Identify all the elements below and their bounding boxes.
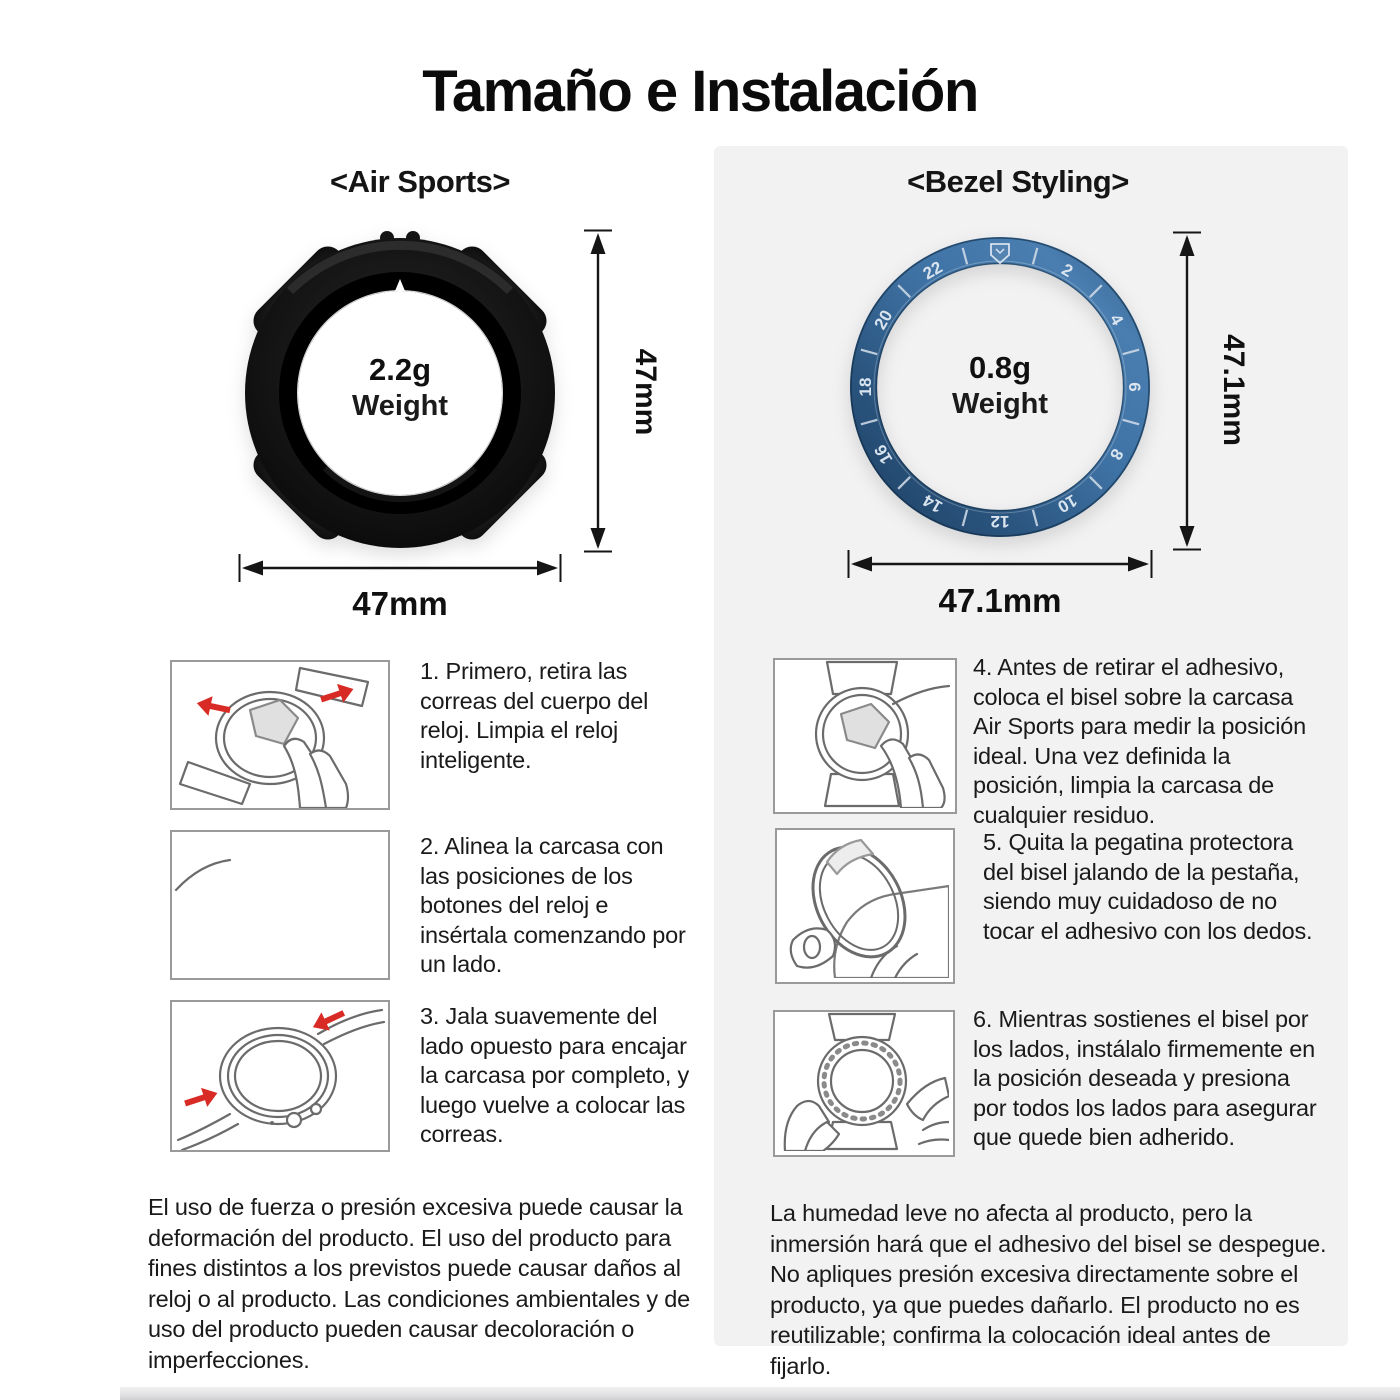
svg-text:10: 10 [1054, 490, 1081, 517]
next-section-edge [120, 1387, 1400, 1400]
air-sports-width-label: 47mm [352, 585, 448, 622]
svg-text:14: 14 [919, 490, 946, 517]
svg-text:22: 22 [919, 257, 946, 284]
air-sports-width-dimension-arrow [237, 550, 563, 586]
bezel-width-label: 47.1mm [938, 582, 1062, 619]
bezel-height-label: 47.1mm [1217, 334, 1250, 446]
bezel-width-dimension-arrow [846, 546, 1154, 582]
air-sports-height-dimension-arrow [578, 228, 618, 554]
bezel-tick-marks [861, 248, 1139, 526]
air-sports-weight-label: Weight [351, 390, 449, 422]
step-6-text: 6. Mientras sostienes el bisel por los lados, instálalo firmemente en la posición deseada y presiona por todos los lados para asegurar que quede bien adherido. [973, 1006, 1317, 1151]
page-title: Tamaño e Instalación [422, 59, 978, 124]
step-1-illustration [170, 660, 390, 810]
svg-text:12: 12 [990, 512, 1010, 531]
svg-text:6: 6 [1125, 382, 1144, 392]
air-sports-heading: <Air Sports> [329, 164, 511, 199]
step-2-illustration [170, 830, 390, 980]
svg-text:8: 8 [1105, 445, 1128, 464]
step-6-illustration [773, 1010, 955, 1157]
bezel-ring-illustration [846, 233, 1154, 541]
air-sports-height-label: 47mm [629, 348, 662, 436]
svg-text:4: 4 [1105, 310, 1128, 329]
red-arrow-icon [309, 1004, 348, 1036]
step-5-text: 5. Quita la pegatina protectora del bisel jalando de la pestaña, siendo muy cuidadoso de no tocar el adhesivo con los dedos. [983, 829, 1313, 944]
step-2-text: 2. Alinea la carcasa con las posiciones de los botones del reloj e insértala comenzando por un lado. [420, 833, 686, 978]
red-arrow-icon [182, 1083, 221, 1113]
bezel-weight-value: 0.8g [968, 350, 1032, 385]
svg-text:16: 16 [870, 441, 897, 468]
svg-text:20: 20 [870, 306, 897, 333]
step-1-text: 1. Primero, retira las correas del cuerpo del reloj. Limpia el reloj inteligente. [420, 658, 649, 773]
step-5-illustration [775, 828, 955, 984]
bezel-styling-heading: <Bezel Styling> [907, 164, 1129, 199]
bezel-warning-note: La humedad leve no afecta al producto, pero la inmersión hará que el adhesivo del bisel se despegue. No apliques presión excesiva directamente sobre el producto, ya que puedes dañarlo. El producto no es reutilizable; confirma la colocación ideal antes de fijarlo. [770, 1200, 1327, 1379]
air-sports-weight-value: 2.2g [368, 352, 432, 387]
air-sports-warning-note: El uso de fuerza o presión excesiva puede causar la deformación del producto. El uso del producto para fines distintos a los previstos puede causar daños al reloj o al producto. Las condiciones ambientales y de uso del producto pueden causar decoloración o imperfecciones. [148, 1194, 690, 1373]
step-3-illustration [170, 1000, 390, 1152]
step-4-text: 4. Antes de retirar el adhesivo, coloca el bisel sobre la carcasa Air Sports para medir la posición ideal. Una vez definida la posición, limpia la carcasa de cualquier residuo. [973, 654, 1306, 829]
step-3-text: 3. Jala suavemente del lado opuesto para encajar la carcasa por completo, y luego vuelve a colocar las correas. [420, 1003, 690, 1148]
svg-text:2: 2 [1058, 259, 1077, 282]
svg-text:18: 18 [856, 377, 875, 397]
bezel-height-dimension-arrow [1167, 230, 1207, 552]
step-4-illustration [773, 658, 957, 814]
bezel-weight-label: Weight [951, 388, 1049, 420]
